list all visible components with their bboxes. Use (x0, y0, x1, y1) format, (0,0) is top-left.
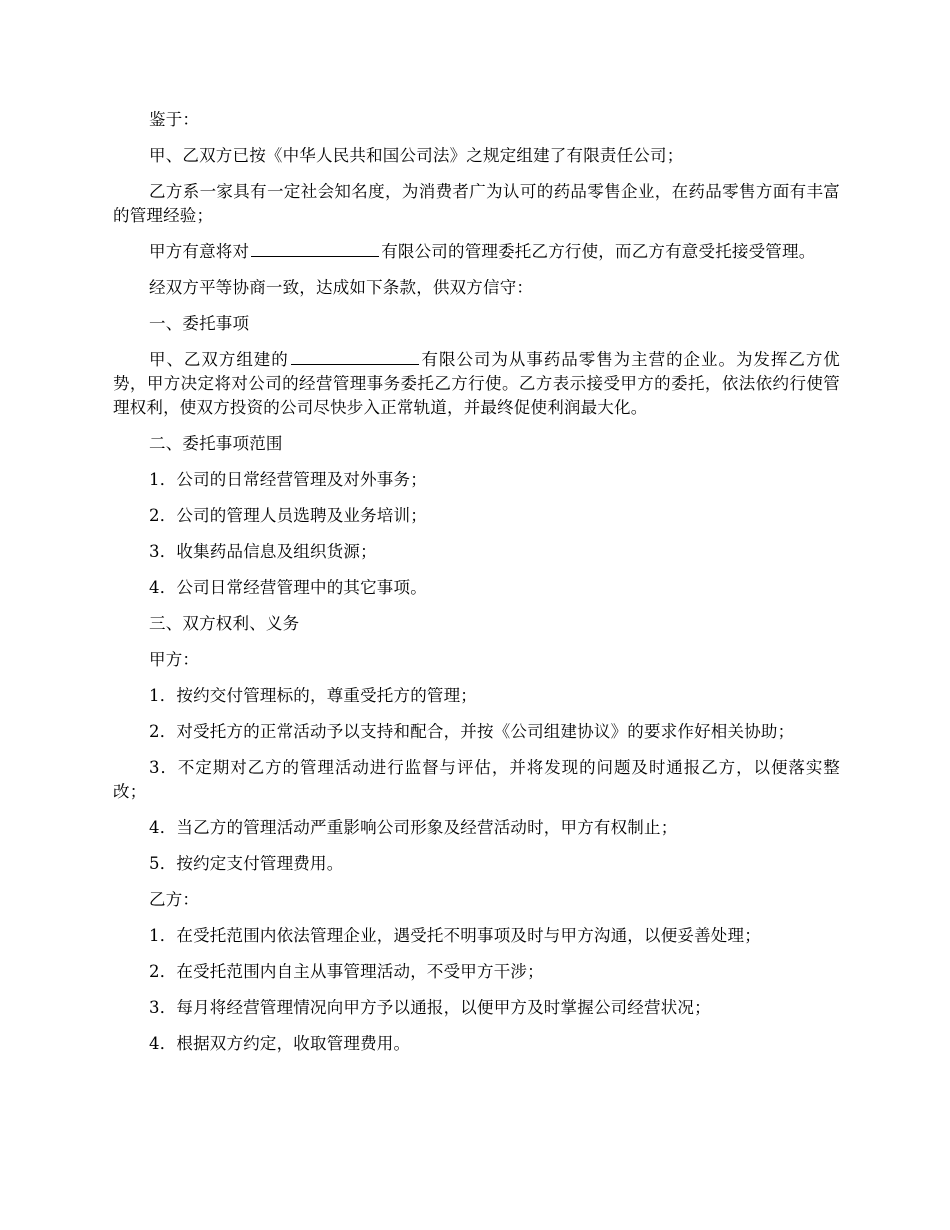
company-name-blank (291, 348, 419, 365)
party-a-item: 3．不定期对乙方的管理活动进行监督与评估，并将发现的问题及时通报乙方，以便落实整改； (113, 758, 840, 801)
paragraph-company-formed: 甲、乙双方已按《中华人民共和国公司法》之规定组建了有限责任公司； (149, 146, 684, 165)
party-b-item: 3．每月将经营管理情况向甲方予以通报，以便甲方及时掌握公司经营状况； (149, 998, 711, 1017)
paragraph-party-b-intro: 乙方系一家具有一定社会知名度，为消费者广为认可的药品零售企业，在药品零售方面有丰富的管理经验； (113, 182, 840, 225)
section-2-item: 3．收集药品信息及组织货源； (149, 542, 377, 561)
section-1-text-before: 甲、乙双方组建的 (149, 350, 289, 369)
paragraph-agreement-intro: 经双方平等协商一致，达成如下条款，供双方信守： (149, 278, 534, 297)
paragraph-whereas: 鉴于： (149, 110, 200, 129)
party-a-item: 5．按约定支付管理费用。 (149, 854, 344, 873)
party-a-item: 4．当乙方的管理活动严重影响公司形象及经营活动时，甲方有权制止； (149, 818, 678, 837)
document-body (113, 108, 840, 1068)
party-b-label: 乙方： (149, 890, 200, 909)
entrust-intent-text-before: 甲方有意将对 (149, 242, 250, 261)
party-a-item: 2．对受托方的正常活动予以支持和配合，并按《公司组建协议》的要求作好相关协助； (149, 722, 795, 741)
section-2-item: 1．公司的日常经营管理及对外事务； (149, 470, 427, 489)
party-b-item: 1．在受托范围内依法管理企业，遇受托不明事项及时与甲方沟通，以便妥善处理； (149, 926, 761, 945)
section-2-item: 2．公司的管理人员选聘及业务培训； (149, 506, 427, 525)
section-2-item: 4．公司日常经营管理中的其它事项。 (149, 578, 427, 597)
party-b-item: 4．根据双方约定，收取管理费用。 (149, 1034, 411, 1053)
party-b-item: 2．在受托范围内自主从事管理活动，不受甲方干涉； (149, 962, 544, 981)
paragraph-entrust-intent (113, 240, 840, 264)
section-1-body (113, 348, 840, 420)
section-1-title: 一、委托事项 (149, 314, 250, 333)
party-a-item: 1．按约交付管理标的，尊重受托方的管理； (149, 686, 477, 705)
section-2-title: 二、委托事项范围 (149, 434, 283, 453)
section-1-text-after: 有限公司为从事药品零售为主营的企业。为发挥乙方优势，甲方决定将对公司的经营管理事务委托乙方行使。乙方表示接受甲方的委托，依法依约行使管理权利，使双方投资的公司尽快步入正常轨道，并最终促使利润最大化。 (113, 350, 840, 417)
section-3-title: 三、双方权利、义务 (149, 614, 300, 633)
company-name-blank (251, 240, 379, 257)
entrust-intent-text-after: 有限公司的管理委托乙方行使，而乙方有意受托接受管理。 (381, 242, 816, 261)
party-a-label: 甲方： (149, 650, 200, 669)
